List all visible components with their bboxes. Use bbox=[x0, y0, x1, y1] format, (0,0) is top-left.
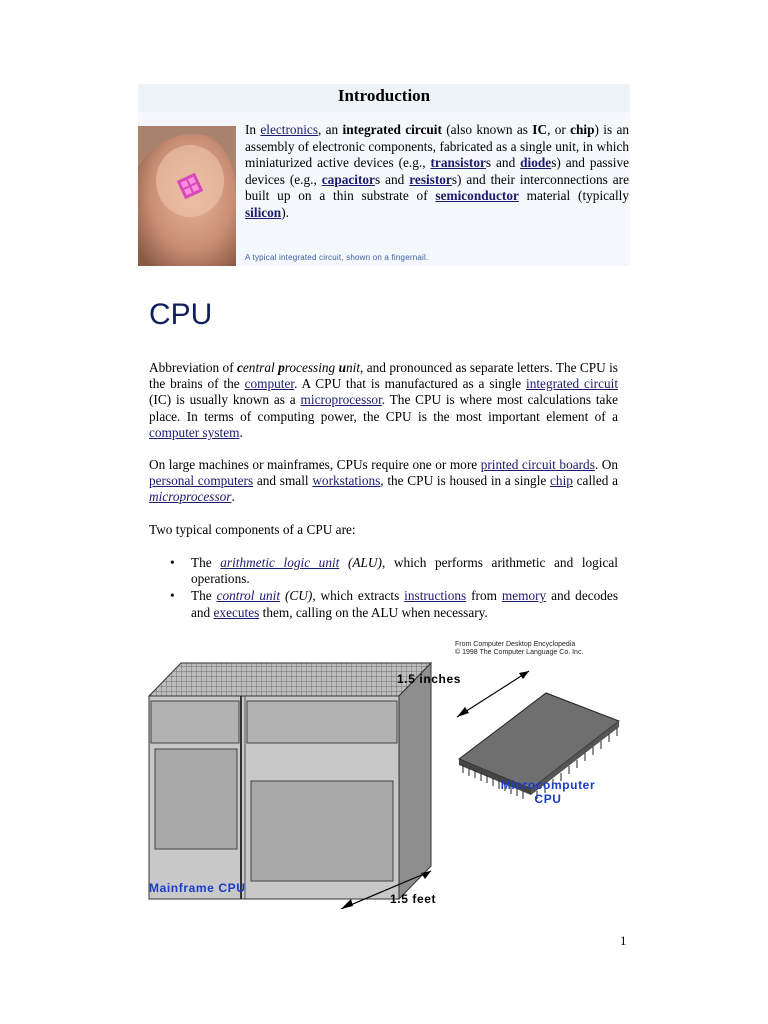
microcomputer-cpu-label: Microcomputer CPU bbox=[500, 778, 596, 806]
link-instructions[interactable]: instructions bbox=[404, 588, 467, 604]
mainframe-size-label: 1.5 feet bbox=[390, 892, 437, 906]
link-personal-computers[interactable]: personal computers bbox=[149, 473, 254, 489]
link-chip[interactable]: chip bbox=[550, 473, 573, 489]
link-computer-system[interactable]: computer system bbox=[149, 424, 240, 440]
list-item: • The control unit (CU), which extracts instructions from memory and decodes and executes them, calling on the ALU when necessary. bbox=[170, 588, 619, 620]
chip-size-label: 1.5 inches bbox=[397, 672, 462, 686]
list-item: • The arithmetic logic unit (ALU), which performs arithmetic and logical operations. bbox=[170, 555, 618, 587]
cpu-illustration bbox=[141, 641, 629, 909]
cpu-paragraph-2: On large machines or mainframes, CPUs require one or more printed circuit boards. On personal computers and small workstations, the CPU is housed in a single chip called a microprocessor. bbox=[149, 457, 619, 505]
link-integrated-circuit[interactable]: integrated circuit bbox=[526, 376, 619, 392]
link-semiconductor[interactable]: semiconductor bbox=[435, 188, 519, 204]
link-diode[interactable]: diode bbox=[520, 155, 552, 171]
link-executes[interactable]: executes bbox=[213, 604, 260, 620]
link-workstations[interactable]: workstations bbox=[312, 473, 381, 489]
link-memory[interactable]: memory bbox=[501, 588, 547, 604]
page-number: 1 bbox=[620, 933, 627, 948]
bullet-icon: • bbox=[170, 588, 175, 604]
cpu-heading: CPU bbox=[149, 298, 213, 331]
link-resistor[interactable]: resistor bbox=[409, 171, 452, 187]
link-capacitor[interactable]: capacitor bbox=[321, 171, 375, 187]
link-transistor[interactable]: transistor bbox=[430, 155, 486, 171]
intro-paragraph: In electronics, an integrated circuit (also known as IC, or chip) is an assembly of electronic components, fabricated as a single unit, in which miniaturized active devices (e.g., transistors and diodes) and passive devices (e.g., capacitors and resistors) and their interconnections are built up on a thin substrate of semiconductor material (typically silicon). bbox=[245, 122, 630, 220]
mainframe-cpu-label: Mainframe CPU bbox=[149, 881, 246, 895]
link-printed-circuit-boards[interactable]: printed circuit boards bbox=[480, 457, 595, 472]
bullet-icon: • bbox=[170, 555, 175, 570]
figure-credit: From Computer Desktop Encyclopedia © 1998 The Computer Language Co. Inc. bbox=[455, 641, 584, 656]
cpu-paragraph-1: Abbreviation of central processing unit, and pronounced as separate letters. The CPU is the brains of the computer. A CPU that is manufactured as a single integrated circuit (IC) is usually known as a microprocessor. The CPU is where most calculations take place. In terms of computing power, the CPU is the most important element of a computer system. bbox=[149, 360, 619, 440]
cpu-paragraph-3: Two typical components of a CPU are: bbox=[149, 522, 356, 537]
link-microprocessor[interactable]: microprocessor bbox=[300, 392, 382, 408]
intro-title: Introduction bbox=[337, 86, 431, 105]
intro-caption: A typical integrated circuit, shown on a fingernail. bbox=[245, 253, 429, 262]
link-computer[interactable]: computer bbox=[244, 376, 295, 392]
cpu-components-list bbox=[149, 555, 618, 622]
link-electronics[interactable]: electronics bbox=[260, 122, 318, 137]
link-control-unit[interactable]: control unit bbox=[216, 588, 281, 604]
link-arithmetic-logic-unit[interactable]: arithmetic logic unit bbox=[220, 555, 340, 570]
fingernail-ic-photo bbox=[138, 126, 236, 266]
link-silicon[interactable]: silicon bbox=[245, 204, 282, 220]
link-microprocessor-2[interactable]: microprocessor bbox=[149, 489, 232, 505]
